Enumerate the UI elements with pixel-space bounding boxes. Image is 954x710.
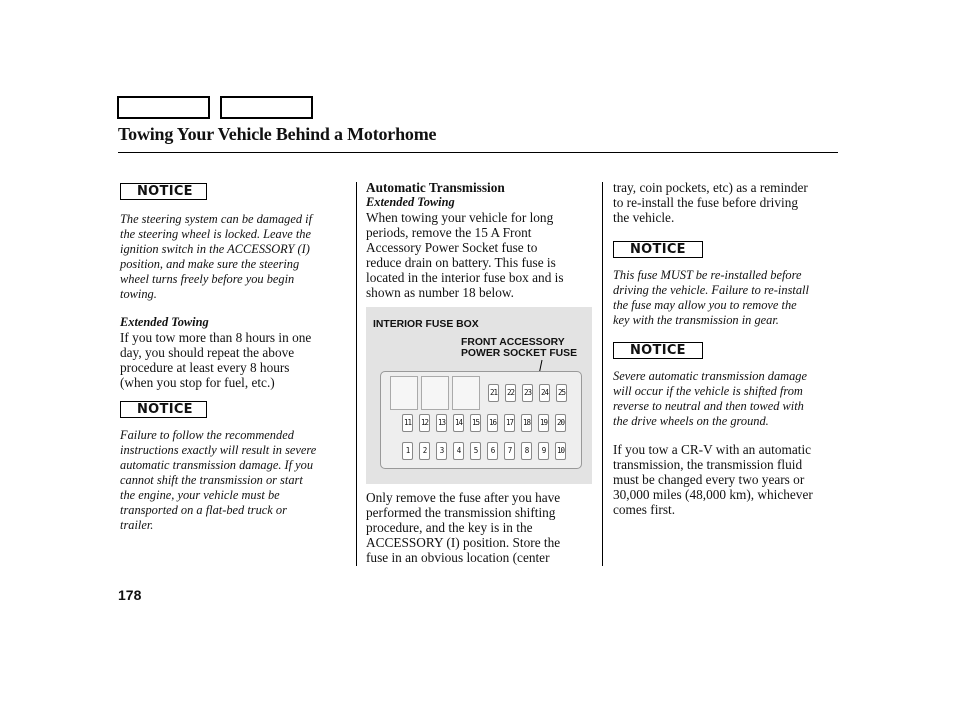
text-line: day, you should repeat the above	[120, 345, 295, 360]
fuse-12: 12	[419, 414, 430, 432]
text-line: will occur if the vehicle is shifted from	[613, 384, 803, 398]
fuse-8: 8	[521, 442, 532, 460]
fuse-9: 9	[538, 442, 549, 460]
fuse-panel	[380, 371, 582, 469]
body-text	[120, 330, 348, 390]
title-divider	[118, 152, 838, 153]
fuse-22: 22	[505, 384, 516, 402]
body-text	[613, 180, 841, 225]
text-line: transported on a flat-bed truck or	[120, 503, 287, 517]
relay-slot	[421, 376, 449, 410]
nav-tab-table-of-contents[interactable]	[220, 96, 313, 119]
column-1	[120, 180, 348, 533]
fuse-21: 21	[488, 384, 499, 402]
fuse-4: 4	[453, 442, 464, 460]
notice-text	[120, 428, 348, 533]
fuse-16: 16	[487, 414, 498, 432]
text-line: fuse in an obvious location (center	[366, 550, 550, 565]
text-line: When towing your vehicle for long	[366, 210, 554, 225]
relay-slot	[390, 376, 418, 410]
text-line: the fuse may allow you to remove the	[613, 298, 797, 312]
fuse-14: 14	[453, 414, 464, 432]
text-line: Accessory Power Socket fuse to	[366, 240, 538, 255]
column-divider	[356, 182, 357, 566]
text-line: driving the vehicle. Failure to re-install	[613, 283, 809, 297]
notice-badge: NOTICE	[120, 183, 207, 200]
column-2-continued	[366, 490, 596, 565]
callout-label: POWER SOCKET FUSE	[461, 348, 578, 359]
fuse-15: 15	[470, 414, 481, 432]
fuse-3: 3	[436, 442, 447, 460]
text-line: procedure, and the key is in the	[366, 520, 533, 535]
text-line: wheel turns freely before you begin	[120, 272, 295, 286]
notice-badge: NOTICE	[613, 241, 703, 258]
fuse-25: 25	[556, 384, 567, 402]
text-line: key with the transmission in gear.	[613, 313, 779, 327]
text-line: This fuse MUST be re-installed before	[613, 268, 802, 282]
text-line: If you tow more than 8 hours in one	[120, 330, 312, 345]
text-line: automatic transmission damage. If you	[120, 458, 314, 472]
fuse-1: 1	[402, 442, 413, 460]
fuse-box-diagram	[366, 307, 592, 484]
notice-badge: NOTICE	[613, 342, 703, 359]
column-divider	[602, 182, 603, 566]
text-line: must be changed every two years or	[613, 472, 805, 487]
text-line: instructions exactly will result in severe	[120, 443, 317, 457]
text-line: Severe automatic transmission damage	[613, 369, 807, 383]
fuse-10: 10	[555, 442, 566, 460]
fuse-5: 5	[470, 442, 481, 460]
text-line: towing.	[120, 287, 157, 301]
fuse-19: 19	[538, 414, 549, 432]
text-line: 30,000 miles (48,000 km), whichever	[613, 487, 813, 502]
relay-slot	[452, 376, 480, 410]
fuse-17: 17	[504, 414, 515, 432]
notice-text	[613, 268, 841, 328]
text-line: procedure at least every 8 hours	[120, 360, 290, 375]
fuse-23: 23	[522, 384, 533, 402]
fuse-20: 20	[555, 414, 566, 432]
text-line: ignition switch in the ACCESSORY (I)	[120, 242, 310, 256]
text-line: ACCESSORY (I) position. Store the	[366, 535, 561, 550]
text-line: If you tow a CR-V with an automatic	[613, 442, 812, 457]
section-heading: Automatic Transmission	[366, 180, 505, 195]
nav-tab-main-menu[interactable]	[117, 96, 210, 119]
fuse-13: 13	[436, 414, 447, 432]
notice-text	[613, 369, 841, 429]
fuse-7: 7	[504, 442, 515, 460]
text-line: transmission, the transmission fluid	[613, 457, 803, 472]
text-line: position, and make sure the steering	[120, 257, 300, 271]
text-line: cannot shift the transmission or start	[120, 473, 303, 487]
text-line: shown as number 18 below.	[366, 285, 514, 300]
body-text	[613, 442, 841, 517]
page-number: 178	[118, 587, 142, 603]
text-line: to re-install the fuse before driving	[613, 195, 798, 210]
text-line: periods, remove the 15 A Front	[366, 225, 532, 240]
fuse-18: 18	[521, 414, 532, 432]
text-line: tray, coin pockets, etc) as a reminder	[613, 180, 808, 195]
text-line: comes first.	[613, 502, 676, 517]
subheading: Extended Towing	[366, 195, 455, 209]
subheading: Extended Towing	[120, 315, 209, 329]
text-line: Only remove the fuse after you have	[366, 490, 561, 505]
column-3	[613, 180, 841, 517]
text-line: performed the transmission shifting	[366, 505, 556, 520]
body-text	[366, 210, 596, 300]
text-line: trailer.	[120, 518, 154, 532]
page-title: Towing Your Vehicle Behind a Motorhome	[118, 124, 437, 144]
text-line: The steering system can be damaged if	[120, 212, 313, 226]
text-line: (when you stop for fuel, etc.)	[120, 375, 275, 390]
callout-label: FRONT ACCESSORY	[461, 337, 565, 348]
column-2	[366, 180, 596, 300]
notice-badge: NOTICE	[120, 401, 207, 418]
fuse-2: 2	[419, 442, 430, 460]
text-line: reduce drain on battery. This fuse is	[366, 255, 556, 270]
text-line: located in the interior fuse box and is	[366, 270, 564, 285]
text-line: Failure to follow the recommended	[120, 428, 294, 442]
fuse-6: 6	[487, 442, 498, 460]
fuse-11: 11	[402, 414, 413, 432]
fuse-24: 24	[539, 384, 550, 402]
figure-title: INTERIOR FUSE BOX	[373, 319, 479, 330]
text-line: reverse to neutral and then towed with	[613, 399, 804, 413]
text-line: the drive wheels on the ground.	[613, 414, 769, 428]
text-line: the vehicle.	[613, 210, 675, 225]
text-line: the steering wheel is locked. Leave the	[120, 227, 311, 241]
notice-text	[120, 212, 348, 302]
text-line: the engine, your vehicle must be	[120, 488, 280, 502]
